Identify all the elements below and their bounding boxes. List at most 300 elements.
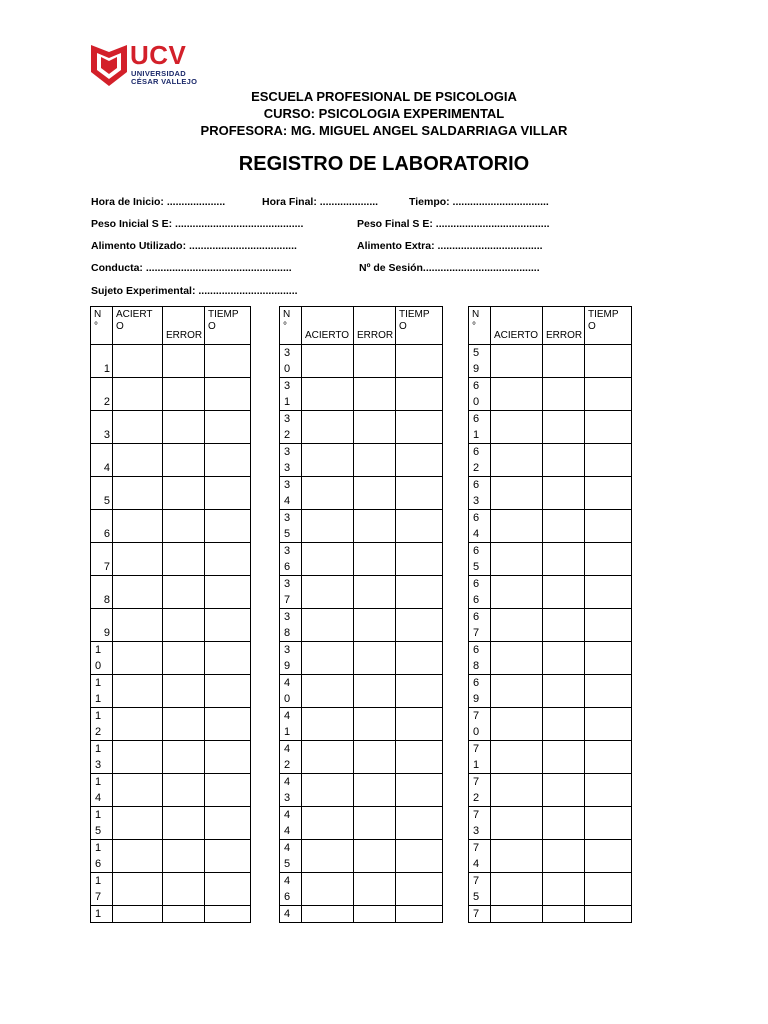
cell-error[interactable] [163,675,205,708]
cell-tiempo[interactable] [585,675,632,708]
cell-error[interactable] [543,609,585,642]
row-number [91,510,113,543]
header-error-line: ERROR [166,330,203,341]
table-row [469,477,632,510]
row-number [280,411,302,444]
cell-tiempo[interactable] [205,510,251,543]
table-row [280,675,443,708]
cell-acierto[interactable] [113,840,163,873]
cell-tiempo[interactable] [396,510,443,543]
row-number [280,378,302,411]
row-number-digit: 1 [95,743,102,755]
cell-acierto[interactable] [113,576,163,609]
header-number-line: N [283,309,291,320]
row-number-digit: 2 [103,396,110,408]
cell-acierto[interactable] [302,411,354,444]
cell-error[interactable] [543,708,585,741]
row-number [469,807,491,840]
cell-error[interactable] [543,543,585,576]
header-error [163,307,205,345]
row-number-digit: 4 [284,776,291,788]
row-number [91,675,113,708]
cell-tiempo[interactable] [396,807,443,840]
header-error [543,307,585,345]
table-row [469,411,632,444]
cell-tiempo[interactable] [396,774,443,807]
cell-acierto[interactable] [113,477,163,510]
row-number-digit: 1 [284,726,291,738]
cell-acierto[interactable] [113,675,163,708]
row-number-digit: 3 [284,446,291,458]
cell-acierto[interactable] [113,774,163,807]
row-number-digit: 3 [473,495,480,507]
row-number [469,906,491,923]
cell-tiempo[interactable] [396,642,443,675]
row-number-digit: 0 [473,726,480,738]
row-number-digit: 3 [284,347,291,359]
hora-inicio-field: Hora de Inicio: .................... [91,196,226,208]
row-number [280,774,302,807]
cell-acierto[interactable] [113,378,163,411]
cell-tiempo[interactable] [396,873,443,906]
row-number-digit: 9 [473,693,480,705]
cell-error[interactable] [543,477,585,510]
cell-tiempo[interactable] [396,345,443,378]
header-tiempo-line: O [399,321,407,332]
record-table-3 [468,306,632,923]
cell-error[interactable] [543,906,585,923]
cell-acierto[interactable] [302,774,354,807]
table-row [469,840,632,873]
row-number [469,576,491,609]
cell-tiempo[interactable] [396,741,443,774]
cell-error[interactable] [354,543,396,576]
cell-error[interactable] [354,378,396,411]
cell-error[interactable] [543,807,585,840]
row-number-digit: 6 [473,611,480,623]
cell-tiempo[interactable] [205,840,251,873]
cell-tiempo[interactable] [205,873,251,906]
cell-acierto[interactable] [113,543,163,576]
cell-acierto[interactable] [113,906,163,923]
cell-tiempo[interactable] [585,477,632,510]
cell-error[interactable] [163,807,205,840]
row-number-digit: 3 [284,380,291,392]
cell-acierto[interactable] [113,510,163,543]
row-number-digit: 4 [284,677,291,689]
row-number-digit: 3 [284,479,291,491]
cell-error[interactable] [354,840,396,873]
cell-acierto[interactable] [491,873,543,906]
cell-error[interactable] [163,543,205,576]
cell-error[interactable] [543,576,585,609]
row-number-digit: 6 [473,413,480,425]
row-number-digit: 6 [103,528,110,540]
table-row [91,510,251,543]
cell-tiempo[interactable] [205,675,251,708]
cell-acierto[interactable] [113,609,163,642]
cell-tiempo[interactable] [396,378,443,411]
cell-tiempo[interactable] [205,378,251,411]
cell-acierto[interactable] [302,609,354,642]
table-row [469,345,632,378]
row-number [280,675,302,708]
cell-acierto[interactable] [113,642,163,675]
ucv-shield-icon [90,42,128,88]
cell-acierto[interactable] [302,576,354,609]
cell-tiempo[interactable] [205,477,251,510]
row-number-digit: 6 [95,858,102,870]
cell-tiempo[interactable] [585,807,632,840]
row-number [91,642,113,675]
header-acierto-line: ACIERT [116,309,153,320]
row-number-digit: 8 [284,627,291,639]
cell-tiempo[interactable] [205,741,251,774]
cell-acierto[interactable] [302,510,354,543]
cell-error[interactable] [163,378,205,411]
record-table-2 [279,306,443,923]
cell-error[interactable] [543,510,585,543]
cell-tiempo[interactable] [585,576,632,609]
cell-tiempo[interactable] [585,543,632,576]
header-number-line: ° [472,321,476,332]
teacher-heading: PROFESORA: MG. MIGUEL ANGEL SALDARRIAGA VILLAR [200,123,568,138]
cell-acierto[interactable] [113,444,163,477]
cell-acierto[interactable] [302,675,354,708]
header-tiempo-line: TIEMP [208,309,239,320]
cell-acierto[interactable] [113,708,163,741]
row-number [280,906,302,923]
row-number-digit: 1 [95,644,102,656]
cell-acierto[interactable] [302,345,354,378]
row-number-digit: 3 [284,611,291,623]
row-number-digit: 3 [95,759,102,771]
cell-tiempo[interactable] [585,378,632,411]
cell-error[interactable] [354,906,396,923]
alimento-extra-field: Alimento Extra: .................................... [357,240,543,252]
cell-tiempo[interactable] [585,642,632,675]
cell-error[interactable] [163,444,205,477]
cell-acierto[interactable] [491,675,543,708]
row-number-digit: 0 [473,396,480,408]
cell-tiempo[interactable] [585,510,632,543]
cell-acierto[interactable] [491,576,543,609]
table-row [280,411,443,444]
header-number-line: N [472,309,480,320]
cell-acierto[interactable] [302,708,354,741]
cell-error[interactable] [354,477,396,510]
cell-acierto[interactable] [491,774,543,807]
table-row [280,444,443,477]
row-number [469,378,491,411]
cell-error[interactable] [354,609,396,642]
cell-tiempo[interactable] [585,774,632,807]
header-error [354,307,396,345]
row-number [91,378,113,411]
cell-tiempo[interactable] [396,675,443,708]
cell-error[interactable] [163,873,205,906]
cell-tiempo[interactable] [205,774,251,807]
row-number-digit: 6 [473,446,480,458]
row-number-digit: 1 [473,759,480,771]
row-number [91,708,113,741]
cell-tiempo[interactable] [205,543,251,576]
row-number-digit: 1 [95,875,102,887]
cell-acierto[interactable] [302,741,354,774]
cell-acierto[interactable] [302,444,354,477]
cell-error[interactable] [543,675,585,708]
row-number [91,807,113,840]
school-heading: ESCUELA PROFESIONAL DE PSICOLOGIA [251,89,517,104]
table-row [469,708,632,741]
cell-acierto[interactable] [491,906,543,923]
cell-acierto[interactable] [113,873,163,906]
cell-tiempo[interactable] [205,906,251,923]
cell-tiempo[interactable] [585,906,632,923]
cell-error[interactable] [354,741,396,774]
table-row [280,345,443,378]
row-number [469,708,491,741]
table-row [280,609,443,642]
cell-tiempo[interactable] [585,708,632,741]
cell-error[interactable] [543,411,585,444]
table-row [91,543,251,576]
cell-tiempo[interactable] [585,609,632,642]
cell-acierto[interactable] [491,444,543,477]
cell-acierto[interactable] [491,345,543,378]
cell-acierto[interactable] [302,906,354,923]
cell-acierto[interactable] [491,609,543,642]
cell-error[interactable] [543,774,585,807]
row-number [91,411,113,444]
row-number-digit: 5 [473,891,480,903]
cell-acierto[interactable] [113,807,163,840]
cell-acierto[interactable] [491,708,543,741]
row-number-digit: 3 [284,578,291,590]
peso-inicial-field: Peso Inicial S E: ............................................ [91,218,304,230]
row-number-digit: 4 [284,842,291,854]
cell-tiempo[interactable] [396,444,443,477]
cell-tiempo[interactable] [396,906,443,923]
cell-acierto[interactable] [491,477,543,510]
cell-error[interactable] [163,642,205,675]
table-row [91,774,251,807]
row-number-digit: 3 [473,825,480,837]
row-number [91,543,113,576]
cell-tiempo[interactable] [396,477,443,510]
row-number [469,411,491,444]
cell-error[interactable] [354,510,396,543]
table-row [469,609,632,642]
header-acierto [113,307,163,345]
cell-error[interactable] [163,774,205,807]
row-number-digit: 7 [473,809,480,821]
cell-tiempo[interactable] [396,576,443,609]
cell-error[interactable] [543,741,585,774]
cell-tiempo[interactable] [585,873,632,906]
cell-error[interactable] [543,378,585,411]
table-header-row [91,307,251,345]
cell-acierto[interactable] [491,411,543,444]
cell-error[interactable] [163,411,205,444]
logo-line-1: UNIVERSIDAD [131,69,186,78]
row-number-digit: 3 [284,545,291,557]
cell-error[interactable] [163,576,205,609]
header-tiempo-line: TIEMP [399,309,430,320]
header-tiempo [205,307,251,345]
cell-error[interactable] [163,906,205,923]
cell-error[interactable] [543,873,585,906]
row-number-digit: 8 [473,660,480,672]
cell-acierto[interactable] [491,543,543,576]
table-row [280,543,443,576]
header-error-line: ERROR [357,330,394,341]
cell-tiempo[interactable] [585,345,632,378]
row-number-digit: 4 [284,743,291,755]
row-number-digit: 7 [473,710,480,722]
cell-tiempo[interactable] [396,411,443,444]
cell-acierto[interactable] [302,543,354,576]
cell-error[interactable] [354,411,396,444]
header-tiempo [396,307,443,345]
cell-acierto[interactable] [491,741,543,774]
cell-tiempo[interactable] [205,345,251,378]
table-row [280,642,443,675]
row-number-digit: 1 [95,693,102,705]
row-number-digit: 9 [103,627,110,639]
cell-acierto[interactable] [113,411,163,444]
row-number-digit: 3 [284,462,291,474]
cell-error[interactable] [354,576,396,609]
cell-tiempo[interactable] [205,708,251,741]
cell-error[interactable] [163,510,205,543]
header-number [469,307,491,345]
cell-error[interactable] [543,840,585,873]
cell-acierto[interactable] [302,378,354,411]
row-number [469,477,491,510]
row-number-digit: 4 [473,528,480,540]
cell-error[interactable] [543,642,585,675]
cell-acierto[interactable] [491,510,543,543]
cell-error[interactable] [163,708,205,741]
row-number-digit: 3 [284,413,291,425]
cell-acierto[interactable] [491,807,543,840]
cell-error[interactable] [163,345,205,378]
row-number-digit: 6 [473,512,480,524]
row-number-digit: 1 [473,429,480,441]
cell-tiempo[interactable] [585,741,632,774]
row-number [91,873,113,906]
cell-error[interactable] [163,609,205,642]
cell-tiempo[interactable] [396,609,443,642]
cell-error[interactable] [354,807,396,840]
cell-tiempo[interactable] [585,444,632,477]
cell-error[interactable] [354,774,396,807]
cell-tiempo[interactable] [205,642,251,675]
row-number [469,642,491,675]
row-number-digit: 5 [284,528,291,540]
cell-tiempo[interactable] [396,543,443,576]
cell-tiempo[interactable] [205,576,251,609]
cell-tiempo[interactable] [396,840,443,873]
cell-acierto[interactable] [302,642,354,675]
table-row [469,444,632,477]
cell-error[interactable] [354,873,396,906]
cell-acierto[interactable] [113,741,163,774]
cell-acierto[interactable] [491,840,543,873]
table-row [91,609,251,642]
cell-error[interactable] [163,741,205,774]
cell-error[interactable] [543,345,585,378]
cell-tiempo[interactable] [205,609,251,642]
table-row [91,477,251,510]
table-row [91,873,251,906]
row-number-digit: 4 [284,809,291,821]
row-number [91,774,113,807]
cell-acierto[interactable] [302,477,354,510]
row-number-digit: 1 [95,776,102,788]
row-number-digit: 1 [95,908,102,920]
row-number-digit: 7 [473,776,480,788]
cell-error[interactable] [354,444,396,477]
cell-tiempo[interactable] [205,807,251,840]
cell-error[interactable] [354,345,396,378]
row-number [91,576,113,609]
row-number-digit: 7 [284,594,291,606]
row-number [280,477,302,510]
cell-error[interactable] [163,477,205,510]
table-row [280,840,443,873]
cell-tiempo[interactable] [585,840,632,873]
cell-error[interactable] [543,444,585,477]
row-number-digit: 4 [95,792,102,804]
peso-final-field: Peso Final S E: ....................................... [357,218,550,230]
cell-error[interactable] [163,840,205,873]
row-number [280,840,302,873]
row-number-digit: 2 [284,429,291,441]
row-number-digit: 1 [284,396,291,408]
header-number-line: ° [94,321,98,332]
cell-tiempo[interactable] [585,411,632,444]
cell-tiempo[interactable] [205,444,251,477]
cell-error[interactable] [354,675,396,708]
cell-acierto[interactable] [302,807,354,840]
row-number-digit: 7 [473,908,480,920]
row-number-digit: 9 [284,660,291,672]
row-number-digit: 6 [473,380,480,392]
table-row [280,378,443,411]
cell-error[interactable] [354,642,396,675]
cell-acierto[interactable] [491,642,543,675]
cell-acierto[interactable] [113,345,163,378]
tiempo-field: Tiempo: ................................. [409,196,549,208]
cell-error[interactable] [354,708,396,741]
record-table-1 [90,306,251,923]
header-acierto-line: O [116,321,124,332]
table-row [91,906,251,923]
row-number-digit: 1 [95,842,102,854]
sesion-field: Nº de Sesión........................................ [359,262,540,274]
cell-tiempo[interactable] [396,708,443,741]
cell-acierto[interactable] [302,840,354,873]
table-row [280,477,443,510]
table-row [469,378,632,411]
cell-tiempo[interactable] [205,411,251,444]
row-number-digit: 6 [284,891,291,903]
row-number [91,741,113,774]
cell-acierto[interactable] [302,873,354,906]
cell-acierto[interactable] [491,378,543,411]
